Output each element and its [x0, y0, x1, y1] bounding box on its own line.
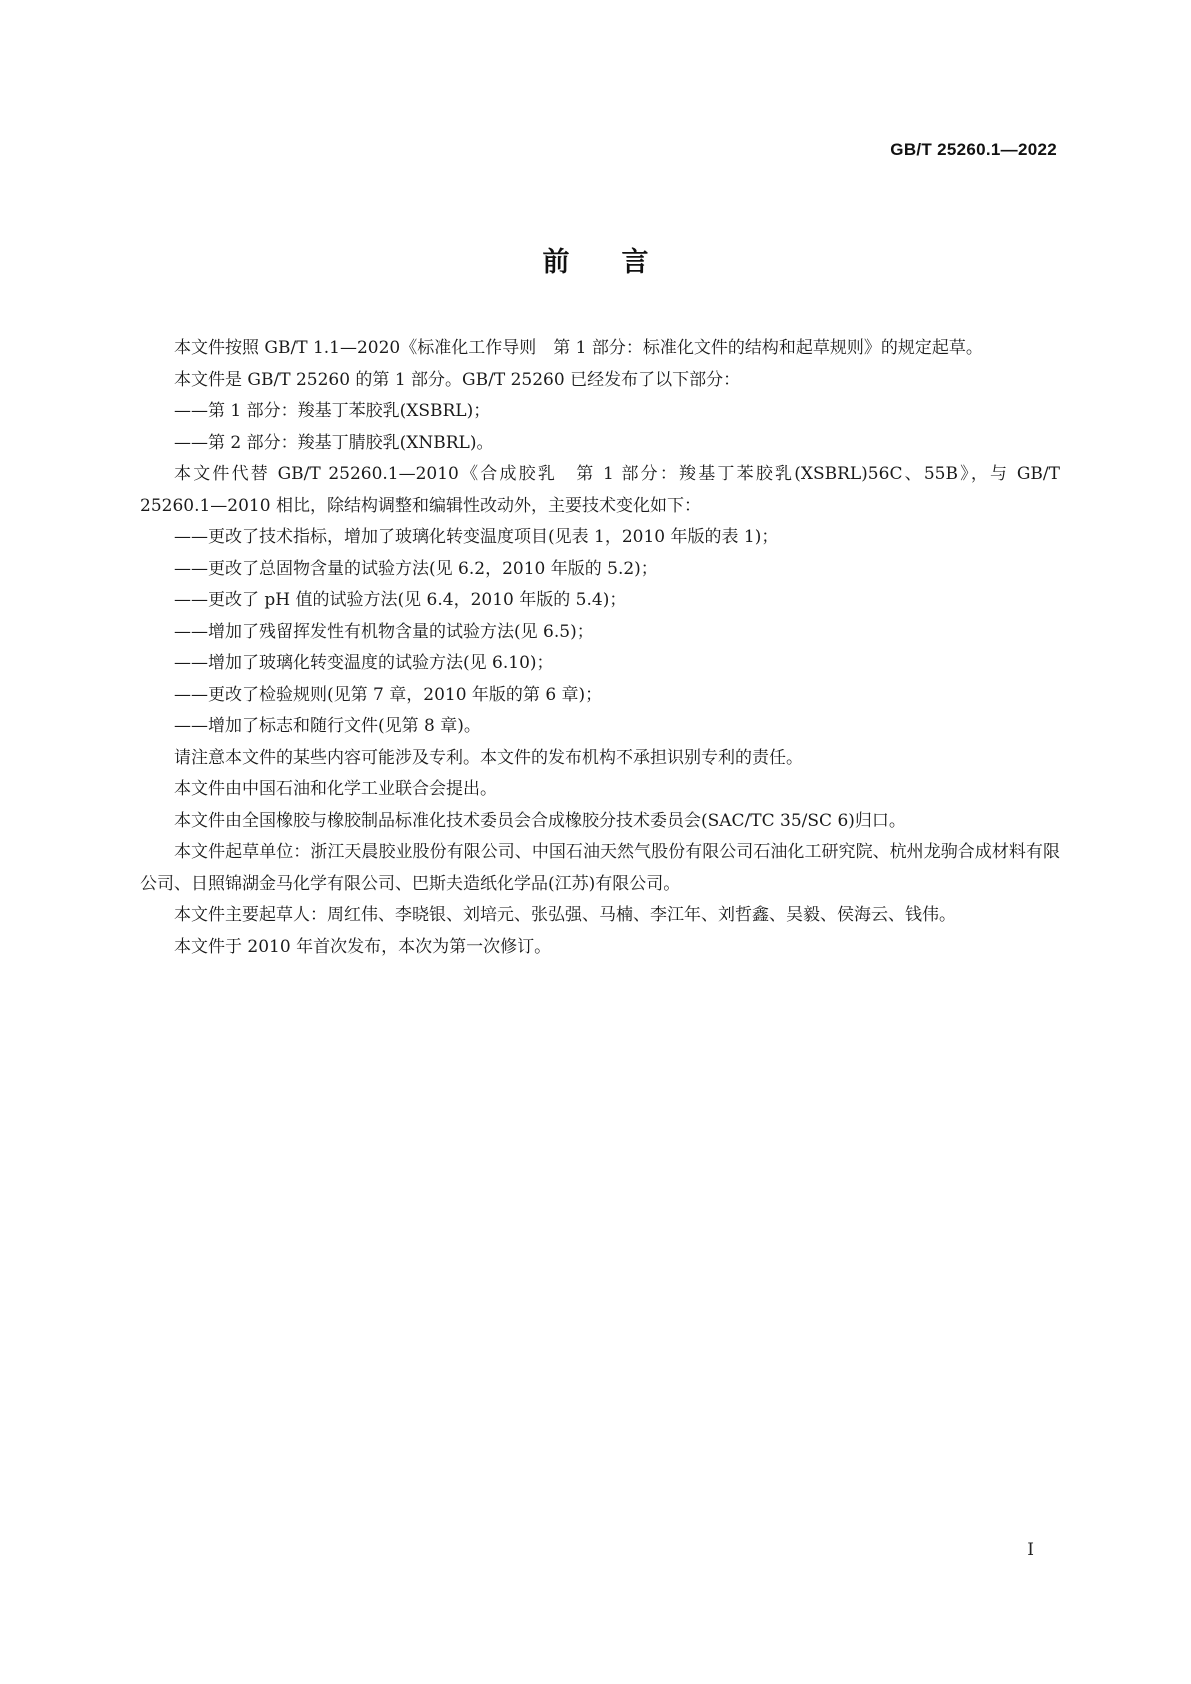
paragraph-replacement: 本文件代替 GB/T 25260.1—2010《合成胶乳 第 1 部分：羧基丁苯胶乳(XSBRL)56C、55B》，与 GB/T 25260.1—2010 相比，除结构调整和编辑性改动外，主要技术变化如下：: [140, 464, 1060, 516]
list-item: ——第 1 部分：羧基丁苯胶乳(XSBRL)；: [174, 401, 491, 421]
standard-number: GB/T 25260.1—2022: [890, 140, 1057, 159]
paragraph-drafting-rules: 本文件按照 GB/T 1.1—2020《标准化工作导则 第 1 部分：标准化文件的结构和起草规则》的规定起草。: [174, 338, 983, 358]
list-item: ——增加了玻璃化转变温度的试验方法(见 6.10)；: [174, 653, 554, 673]
list-item: ——增加了标志和随行文件(见第 8 章)。: [174, 716, 481, 736]
foreword-body: [140, 333, 1060, 963]
page-title: 前言: [542, 247, 701, 278]
list-item: ——更改了总固物含量的试验方法(见 6.2，2010 年版的 5.2)；: [174, 558, 658, 579]
paragraph-proposer: 本文件由中国石油和化学工业联合会提出。: [174, 779, 497, 799]
page-number: I: [1027, 1540, 1034, 1560]
paragraph-parts-intro: 本文件是 GB/T 25260 的第 1 部分。GB/T 25260 已经发布了以下部分：: [174, 369, 741, 390]
list-item: ——更改了检验规则(见第 7 章，2010 年版的第 6 章)；: [174, 684, 603, 705]
paragraph-patent-notice: 请注意本文件的某些内容可能涉及专利。本文件的发布机构不承担识别专利的责任。: [174, 747, 803, 768]
list-item: ——增加了残留挥发性有机物含量的试验方法(见 6.5)；: [174, 621, 594, 642]
paragraph-history: 本文件于 2010 年首次发布，本次为第一次修订。: [174, 936, 552, 957]
list-item: ——更改了技术指标，增加了玻璃化转变温度项目(见表 1，2010 年版的表 1)；: [174, 527, 779, 547]
paragraph-drafters: 本文件主要起草人：周红伟、李晓银、刘培元、张弘强、马楠、李江年、刘哲鑫、吴毅、侯海云、钱伟。: [174, 905, 956, 925]
list-item: ——第 2 部分：羧基丁腈胶乳(XNBRL)。: [174, 432, 494, 453]
paragraph-drafting-units: 本文件起草单位：浙江天晨胶业股份有限公司、中国石油天然气股份有限公司石油化工研究院、杭州龙驹合成材料有限公司、日照锦湖金马化学有限公司、巴斯夫造纸化学品(江苏)有限公司。: [140, 842, 1060, 894]
list-item: ——更改了 pH 值的试验方法(见 6.4，2010 年版的 5.4)；: [174, 590, 627, 610]
paragraph-committee: 本文件由全国橡胶与橡胶制品标准化技术委员会合成橡胶分技术委员会(SAC/TC 35/SC 6)归口。: [174, 810, 906, 831]
